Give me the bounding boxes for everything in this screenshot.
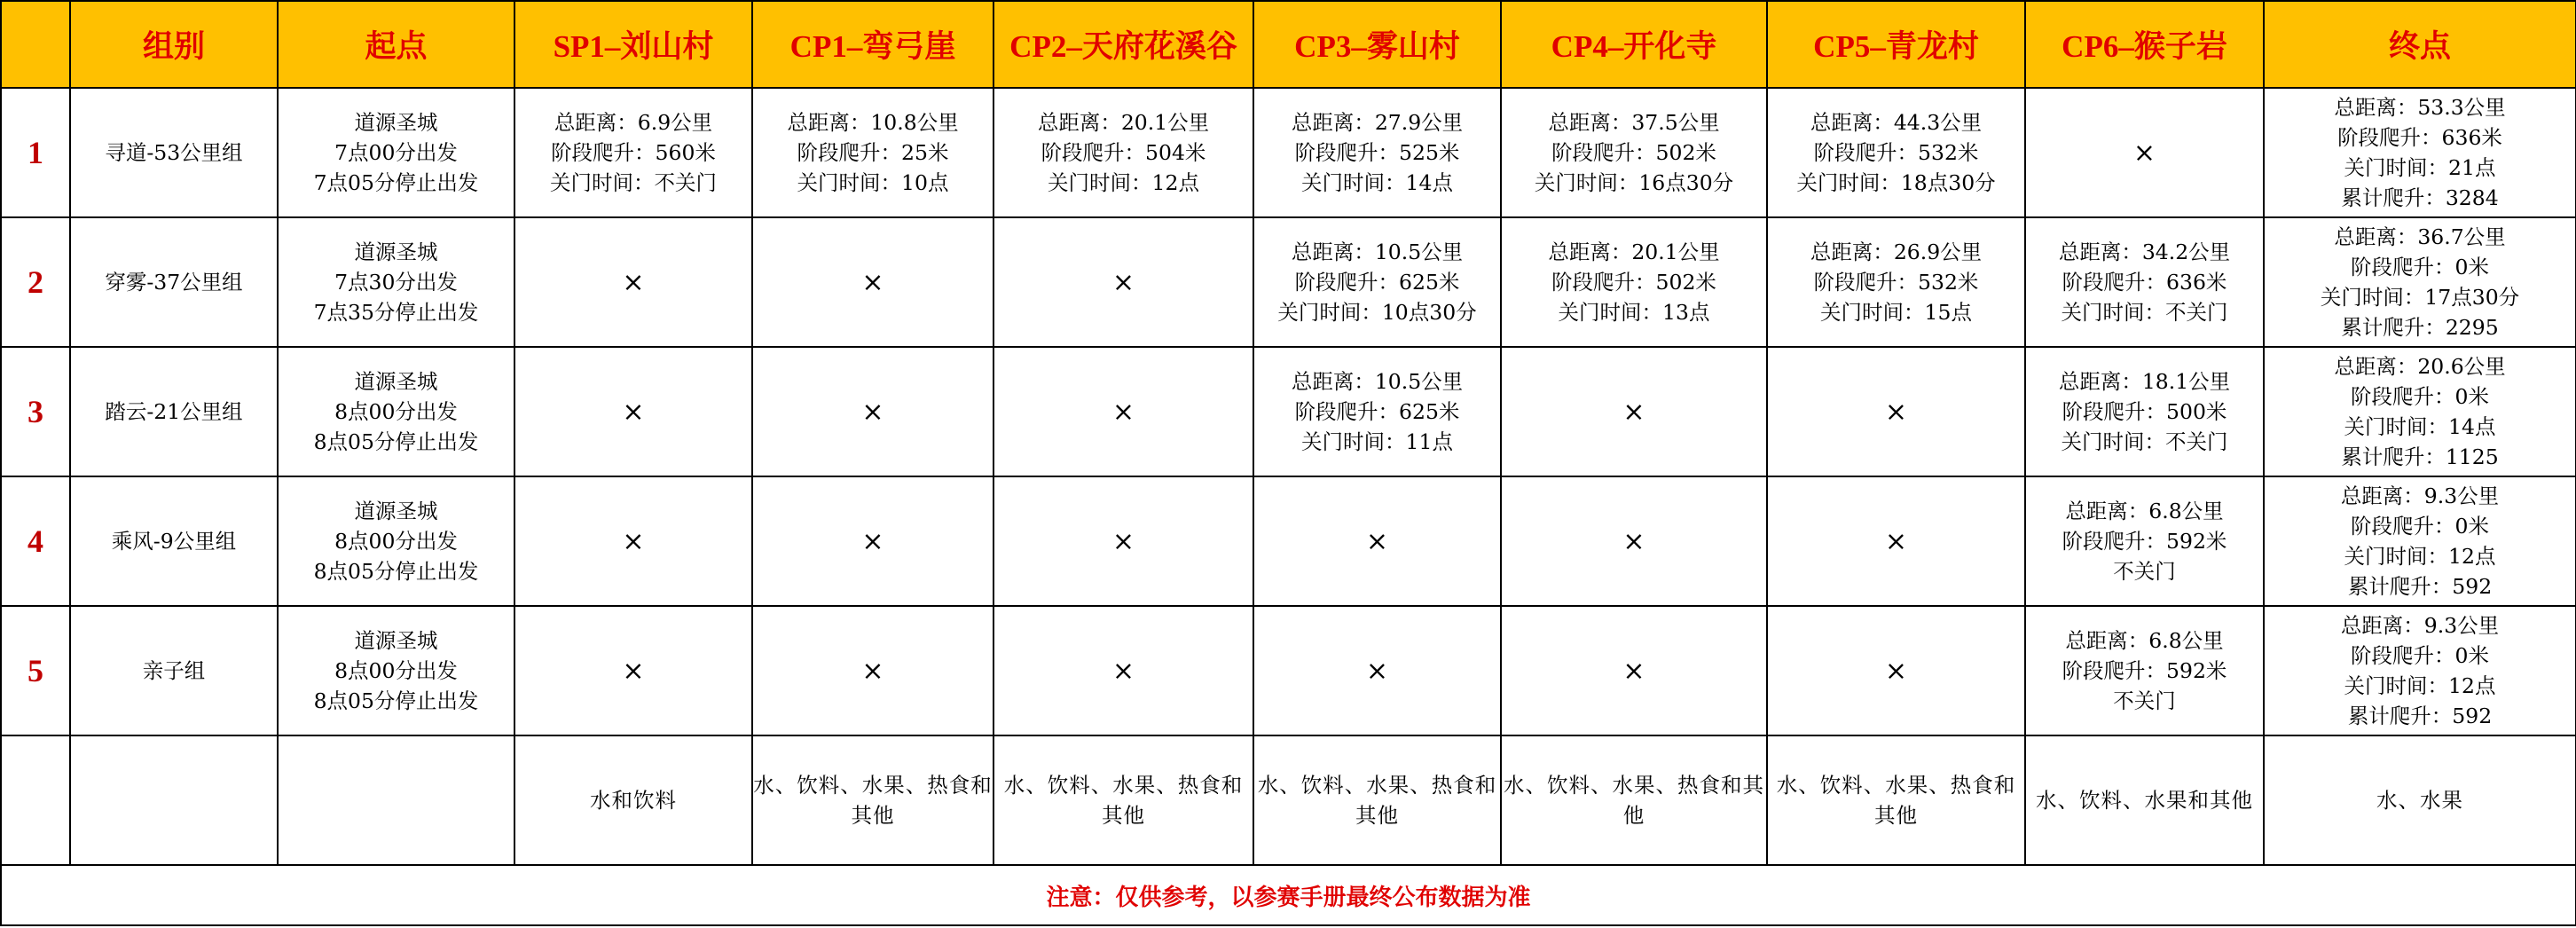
not-applicable-cell: × [514, 606, 752, 735]
header-cell: 起点 [278, 1, 514, 88]
checkpoint-cell: 总距离：9.3公里 阶段爬升：0米 关门时间：12点 累计爬升：592 [2264, 606, 2576, 735]
checkpoint-cell: 总距离：10.5公里 阶段爬升：625米 关门时间：10点30分 [1253, 217, 1501, 347]
disclaimer-note: 注意：仅供参考，以参赛手册最终公布数据为准 [1, 865, 2576, 925]
supply-cell: 水和饮料 [514, 735, 752, 865]
not-applicable-cell: × [514, 347, 752, 476]
table-row [1, 88, 2576, 217]
supply-cell: 水、饮料、水果、热食和其他 [993, 735, 1253, 865]
row-number: 1 [1, 88, 70, 217]
supply-empty-cell [1, 735, 70, 865]
checkpoint-cell: 总距离：10.5公里 阶段爬升：625米 关门时间：11点 [1253, 347, 1501, 476]
checkpoint-cell: 总距离：6.8公里 阶段爬升：592米 不关门 [2025, 606, 2264, 735]
not-applicable-cell: × [752, 347, 993, 476]
not-applicable-cell: × [514, 217, 752, 347]
supply-empty-cell [278, 735, 514, 865]
header-cell: CP5–青龙村 [1767, 1, 2025, 88]
supply-cell: 水、饮料、水果、热食和其他 [1767, 735, 2025, 865]
start-cell: 道源圣城 7点00分出发 7点05分停止出发 [278, 88, 514, 217]
checkpoint-cell: 总距离：6.9公里 阶段爬升：560米 关门时间：不关门 [514, 88, 752, 217]
not-applicable-cell: × [1501, 606, 1767, 735]
checkpoint-cell: 总距离：27.9公里 阶段爬升：525米 关门时间：14点 [1253, 88, 1501, 217]
table-row [1, 476, 2576, 606]
row-number: 2 [1, 217, 70, 347]
not-applicable-cell: × [1767, 606, 2025, 735]
not-applicable-cell: × [993, 347, 1253, 476]
not-applicable-cell: × [752, 217, 993, 347]
group-name-cell: 踏云-21公里组 [70, 347, 278, 476]
not-applicable-cell: × [1253, 476, 1501, 606]
not-applicable-cell: × [993, 217, 1253, 347]
header-cell: CP4–开化寺 [1501, 1, 1767, 88]
row-number: 5 [1, 606, 70, 735]
table-row [1, 606, 2576, 735]
group-name-cell: 亲子组 [70, 606, 278, 735]
table-row [1, 217, 2576, 347]
start-cell: 道源圣城 8点00分出发 8点05分停止出发 [278, 476, 514, 606]
checkpoint-cell: 总距离：20.1公里 阶段爬升：504米 关门时间：12点 [993, 88, 1253, 217]
supply-cell: 水、饮料、水果和其他 [2025, 735, 2264, 865]
not-applicable-cell: × [514, 476, 752, 606]
table-row [1, 347, 2576, 476]
checkpoint-cell: 总距离：20.6公里 阶段爬升：0米 关门时间：14点 累计爬升：1125 [2264, 347, 2576, 476]
not-applicable-cell: × [2025, 88, 2264, 217]
not-applicable-cell: × [1767, 476, 2025, 606]
supply-cell: 水、水果 [2264, 735, 2576, 865]
checkpoint-cell: 总距离：6.8公里 阶段爬升：592米 不关门 [2025, 476, 2264, 606]
header-cell: 终点 [2264, 1, 2576, 88]
group-name-cell: 寻道-53公里组 [70, 88, 278, 217]
start-cell: 道源圣城 7点30分出发 7点35分停止出发 [278, 217, 514, 347]
checkpoint-cell: 总距离：53.3公里 阶段爬升：636米 关门时间：21点 累计爬升：3284 [2264, 88, 2576, 217]
checkpoint-cell: 总距离：10.8公里 阶段爬升：25米 关门时间：10点 [752, 88, 993, 217]
checkpoint-cell: 总距离：20.1公里 阶段爬升：502米 关门时间：13点 [1501, 217, 1767, 347]
header-cell: CP2–天府花溪谷 [993, 1, 1253, 88]
supply-empty-cell [70, 735, 278, 865]
header-corner [1, 1, 70, 88]
header-row [1, 1, 2576, 88]
supply-row [1, 735, 2576, 865]
group-name-cell: 乘风-9公里组 [70, 476, 278, 606]
start-cell: 道源圣城 8点00分出发 8点05分停止出发 [278, 347, 514, 476]
row-number: 4 [1, 476, 70, 606]
supply-cell: 水、饮料、水果、热食和其他 [1501, 735, 1767, 865]
checkpoint-cell: 总距离：34.2公里 阶段爬升：636米 关门时间：不关门 [2025, 217, 2264, 347]
header-cell: CP3–雾山村 [1253, 1, 1501, 88]
not-applicable-cell: × [1501, 347, 1767, 476]
checkpoint-cell: 总距离：36.7公里 阶段爬升：0米 关门时间：17点30分 累计爬升：2295 [2264, 217, 2576, 347]
checkpoint-cell: 总距离：37.5公里 阶段爬升：502米 关门时间：16点30分 [1501, 88, 1767, 217]
checkpoint-cell: 总距离：9.3公里 阶段爬升：0米 关门时间：12点 累计爬升：592 [2264, 476, 2576, 606]
checkpoint-cell: 总距离：44.3公里 阶段爬升：532米 关门时间：18点30分 [1767, 88, 2025, 217]
header-cell: SP1–刘山村 [514, 1, 752, 88]
header-cell: 组别 [70, 1, 278, 88]
header-cell: CP6–猴子岩 [2025, 1, 2264, 88]
not-applicable-cell: × [993, 606, 1253, 735]
start-cell: 道源圣城 8点00分出发 8点05分停止出发 [278, 606, 514, 735]
header-cell: CP1–弯弓崖 [752, 1, 993, 88]
supply-cell: 水、饮料、水果、热食和其他 [752, 735, 993, 865]
not-applicable-cell: × [752, 606, 993, 735]
note-row [1, 865, 2576, 925]
checkpoint-cell: 总距离：18.1公里 阶段爬升：500米 关门时间：不关门 [2025, 347, 2264, 476]
supply-cell: 水、饮料、水果、热食和其他 [1253, 735, 1501, 865]
not-applicable-cell: × [1253, 606, 1501, 735]
not-applicable-cell: × [752, 476, 993, 606]
not-applicable-cell: × [1767, 347, 2025, 476]
group-name-cell: 穿雾-37公里组 [70, 217, 278, 347]
not-applicable-cell: × [1501, 476, 1767, 606]
checkpoint-cell: 总距离：26.9公里 阶段爬升：532米 关门时间：15点 [1767, 217, 2025, 347]
row-number: 3 [1, 347, 70, 476]
not-applicable-cell: × [993, 476, 1253, 606]
